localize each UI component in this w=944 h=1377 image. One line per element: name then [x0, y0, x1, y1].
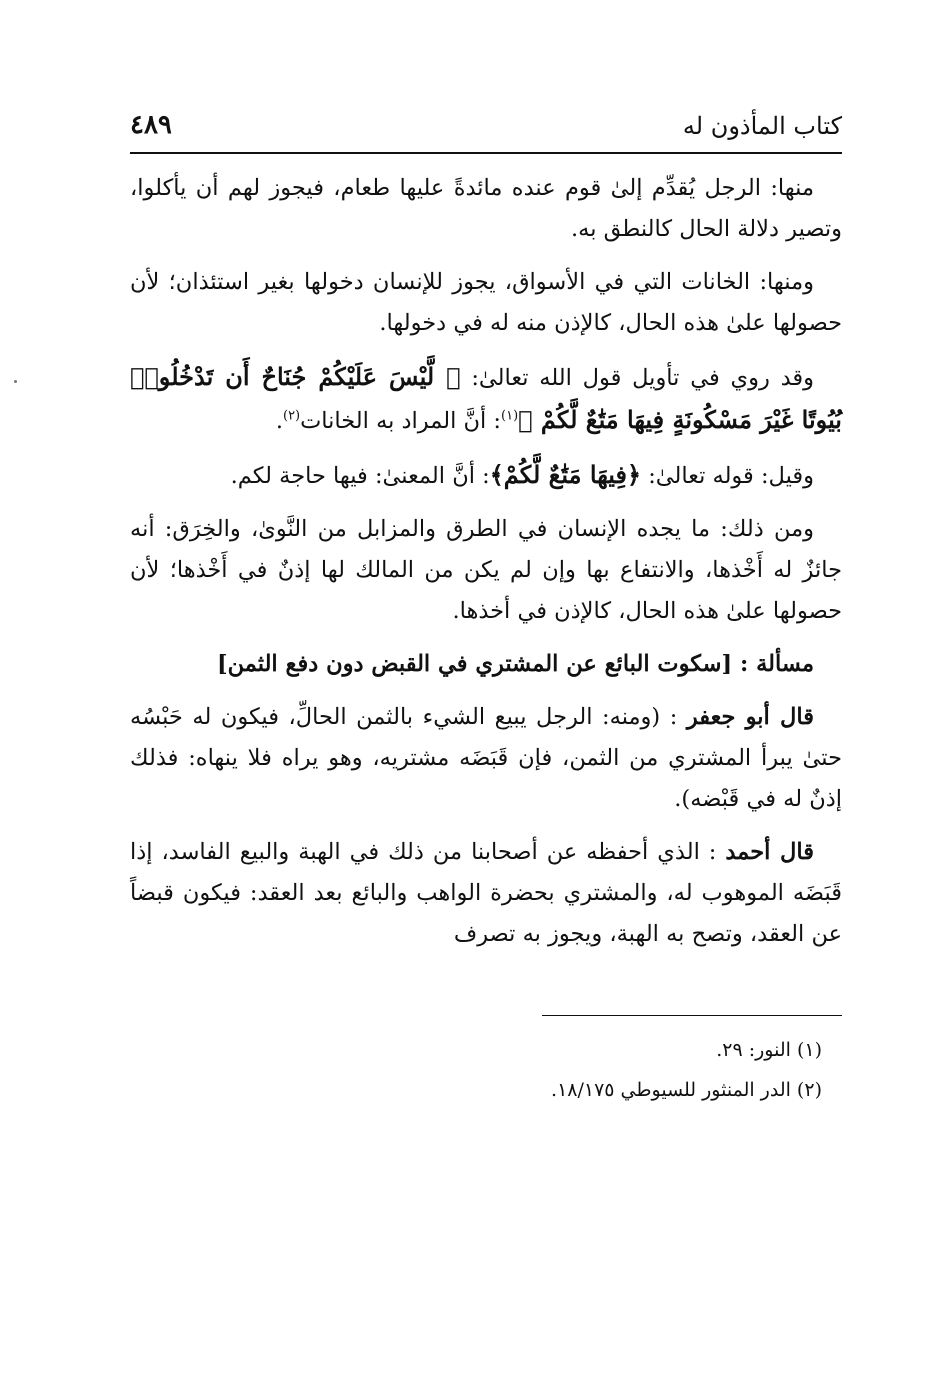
footnote-2: (٢) الدر المنثور للسيوطي ١٨/١٧٥. [551, 1079, 822, 1101]
paragraph-4-body: : أنَّ المعنىٰ: فيها حاجة لكم. [230, 463, 490, 489]
running-header [130, 108, 842, 154]
paragraph-1: منها: الرجل يُقدِّم إلىٰ قوم عنده مائدةً عليها طعام، فيجوز لهم أن يأكلوا، وتصير دلالة الحال كالنطق به. [130, 175, 842, 242]
book-page [130, 108, 842, 1110]
paragraph-2: ومنها: الخانات التي في الأسواق، يجوز للإنسان دخولها بغير استئذان؛ لأن حصولها علىٰ هذه الحال، كالإذن منه له في دخولها. [130, 269, 842, 336]
speaker-abu-jafar: قال أبو جعفر [686, 704, 814, 730]
paragraph-3-body: : أنَّ المراد به الخانات [300, 408, 501, 434]
paragraph-7-body: : الذي أحفظه عن أصحابنا من ذلك في الهبة والبيع الفاسد، إذا قَبَضَه الموهوب له، والمشتري بحضرة الواهب والبائع بعد العقد: فيكون قبضاً عن العقد، وتصح به الهبة، ويجوز به تصرف [130, 839, 842, 947]
speaker-ahmad: قال أحمد [725, 839, 814, 865]
footnote-divider [542, 1015, 842, 1016]
paragraph-5: ومن ذلك: ما يجده الإنسان في الطرق والمزابل من النَّوىٰ، والخِرَق: أنه جائزٌ له أَخْذها، والانتفاع بها وإن لم يكن من المالك لها إذنٌ في أَخْذها؛ لأن حصولها علىٰ هذه الحال، كالإذن في أخذها. [130, 516, 842, 624]
paragraph-3 [130, 356, 842, 442]
footnote-1: (١) النور: ٢٩. [716, 1039, 822, 1061]
paragraph-4 [130, 454, 842, 497]
paragraph-7 [130, 832, 842, 955]
footnotes [130, 1030, 842, 1110]
quran-verse-1: ﴿ لَّيْسَ عَلَيْكُمْ جُنَاحٌ أَن تَدْخُلُوا۟ بُيُوتًا غَيْرَ مَسْكُونَةٍ فِيهَا مَتَٰعٌ لَّكُمْ ﴾ [130, 362, 842, 434]
paragraph-6 [130, 697, 842, 820]
paragraph-3-intro: وقد روي في تأويل قول الله تعالىٰ: [460, 365, 815, 391]
paragraph-6-body: : (ومنه: الرجل يبيع الشيء بالثمن الحالِّ، فيكون له حَبْسُه حتىٰ يبرأ المشتري من الثمن، فإن قَبَضَه مشتريه، وهو يراه فلا ينهاه: فذلك إذنٌ له في قَبْضه). [130, 704, 842, 812]
footnote-ref-2[interactable]: (٢) [282, 408, 301, 424]
quran-verse-2: ﴿فِيهَا مَتَٰعٌ لَّكُمْ﴾ [489, 460, 642, 489]
page-number: ٤٨٩ [130, 110, 172, 140]
chapter-title: كتاب المأذون له [682, 112, 842, 140]
footnote-ref-1[interactable]: (١) [501, 408, 519, 424]
issue-heading: مسألة : [سكوت البائع عن المشتري في القبض دون دفع الثمن] [217, 651, 814, 677]
paragraph-3-end: . [275, 408, 283, 434]
main-text [130, 168, 842, 955]
paragraph-4-intro: وقيل: قوله تعالىٰ: [641, 463, 814, 489]
margin-dot [14, 380, 17, 383]
